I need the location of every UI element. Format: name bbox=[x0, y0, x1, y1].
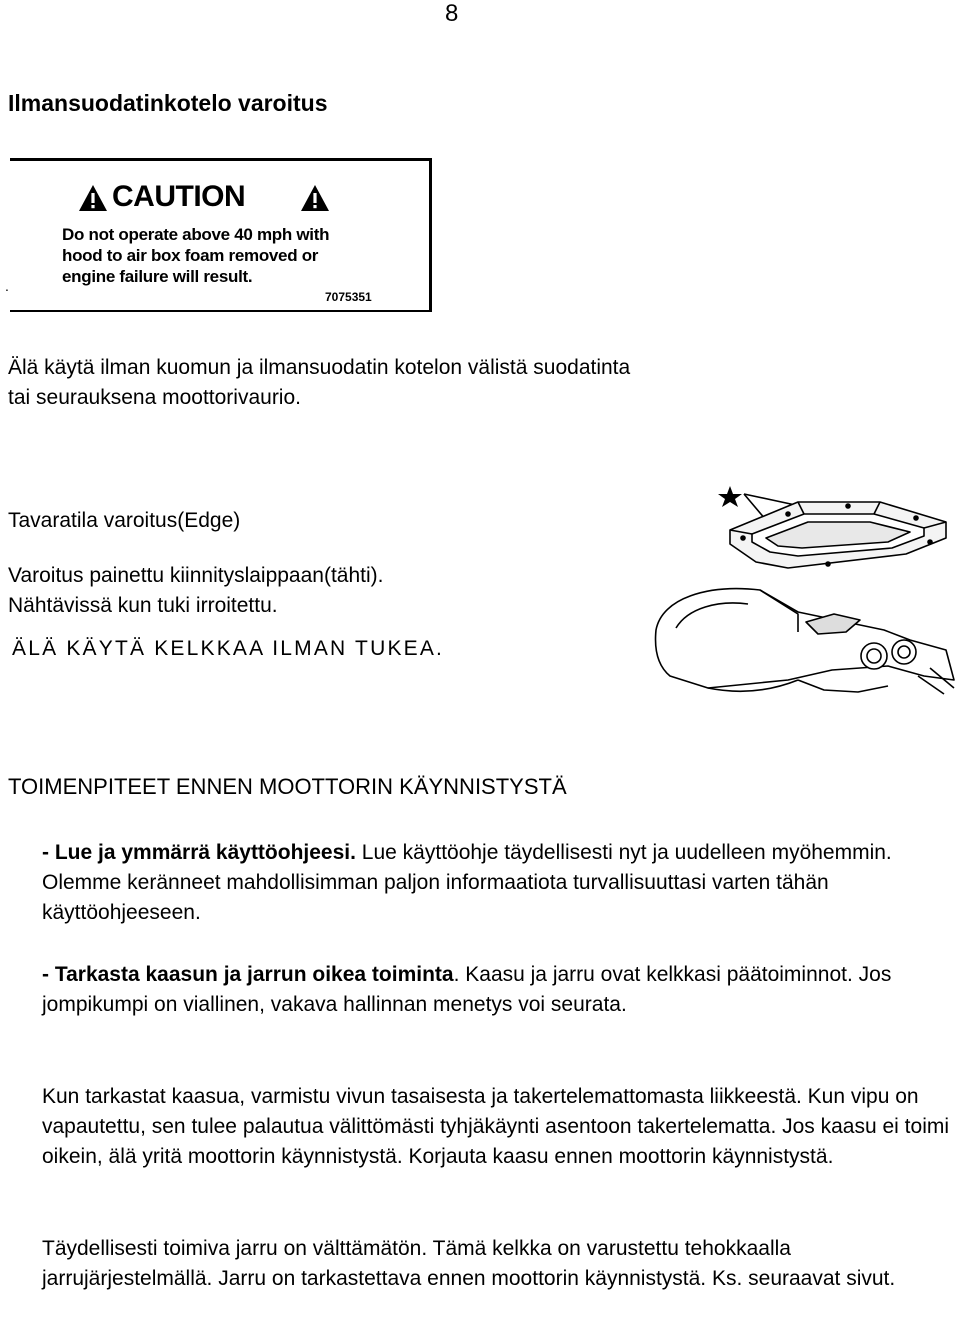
checklist-item-title: - Tarkasta kaasun ja jarrun oikea toiminta bbox=[42, 963, 454, 986]
caution-text-line: hood to air box foam removed or bbox=[62, 246, 319, 265]
checklist-item-text: . Kaasu ja jarru ovat kelkkasi päätoiminnot. Jos jompikumpi on viallinen, vakava hallinnan menetys voi seurata. bbox=[42, 963, 892, 1016]
body-text-line: tai seurauksena moottorivaurio. bbox=[8, 386, 301, 409]
caution-text-line: engine failure will result. bbox=[62, 267, 253, 286]
checklist-item-title: - Lue ja ymmärrä käyttöohjeesi. bbox=[42, 841, 356, 864]
warning-triangle-icon bbox=[300, 184, 330, 212]
checklist-item-text: Lue käyttöohje täydellisesti nyt ja uudelleen myöhemmin. Olemme keränneet mahdollisimman paljon informaatiota turvallisuuttasi varten tähän käyttöohjeeseen. bbox=[42, 841, 892, 924]
page-number: 8 bbox=[445, 0, 459, 27]
paragraph: Täydellisesti toimiva jarru on välttämätön. Tämä kelkka on varustettu tehokkaalla jarrujärjestelmällä. Jarru on tarkastettava ennen moottorin käynnistystä. Ks. seuraavat sivut. bbox=[42, 1237, 896, 1290]
body-text-line: Varoitus painettu kiinnityslaippaan(tähti). bbox=[8, 564, 384, 587]
stray-mark: . bbox=[5, 278, 9, 294]
body-text-line: Nähtävissä kun tuki irroitettu. bbox=[8, 594, 278, 617]
part-number: 7075351 bbox=[325, 290, 372, 304]
warning-triangle-icon bbox=[78, 184, 108, 212]
section-heading-air-box-warning: Ilmansuodatinkotelo varoitus bbox=[8, 90, 328, 116]
caution-text-line: Do not operate above 40 mph with bbox=[62, 225, 330, 244]
warning-caps-line: ÄLÄ KÄYTÄ KELKKAA ILMAN TUKEA. bbox=[12, 637, 445, 660]
paragraph: Kun tarkastat kaasua, varmistu vivun tasaisesta ja takertelemattomasta liikkeestä. Kun vipu on vapautettu, sen tulee palautua välittömästi tyhjäkäynti asentoon takertelematta. Jos kaasu ei toimi oikein, älä yritä moottorin käynnistystä. Korjauta kaasu ennen moottorin käynnistystä. bbox=[42, 1085, 950, 1168]
caution-title: CAUTION bbox=[112, 180, 246, 213]
storage-compartment-illustration bbox=[648, 480, 958, 700]
body-text-line: Älä käytä ilman kuomun ja ilmansuodatin kotelon välistä suodatinta bbox=[8, 356, 631, 379]
checklist-item bbox=[42, 838, 957, 928]
section-heading-storage-warning: Tavaratila varoitus(Edge) bbox=[8, 509, 241, 532]
checklist-item bbox=[42, 960, 957, 1020]
section-heading-before-start: TOIMENPITEET ENNEN MOOTTORIN KÄYNNISTYSTÄ bbox=[8, 774, 567, 799]
